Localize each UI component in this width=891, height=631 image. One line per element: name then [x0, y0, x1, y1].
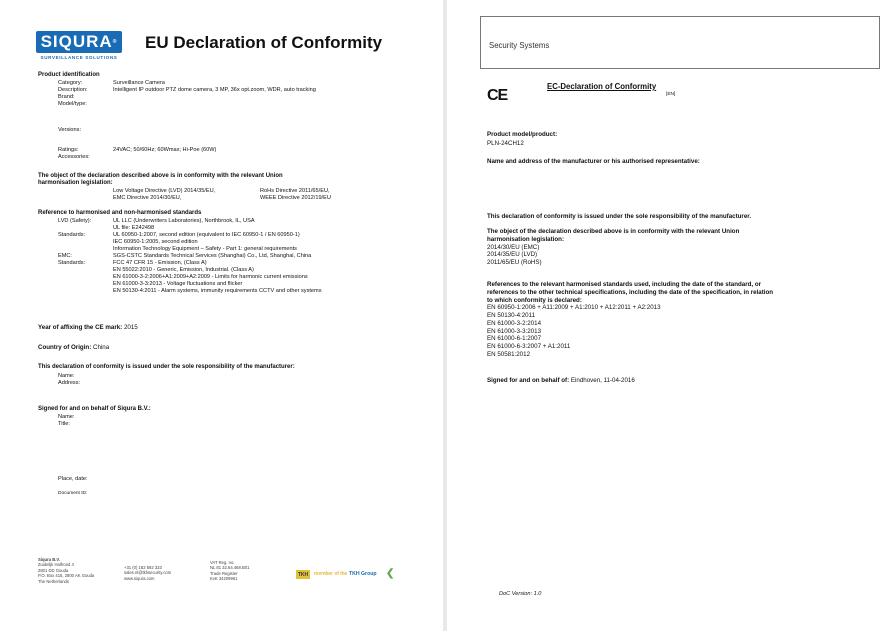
- signatory-fields: Name: Title:: [58, 414, 75, 427]
- versions-label: Versions:: [58, 127, 82, 133]
- manufacturer-fields: Name: Address:: [58, 373, 81, 386]
- references-block: References to the relevant harmonised standards used, including the date of the standard, or references to the other technical specifications, including the date of the specification, in relation to which conformity is declared: EN 60950-1:2006 + A11:2009 + A1:2010 + A12:2011 + A2:2013 EN 50130-4:2011 EN 61000-3-2:2014 EN 61000-3-3:2013 EN 61000-6-1:2007 EN 61000-6-3:2007 + A1:2011 EN 50581:2012: [487, 281, 774, 358]
- standards-heading: Reference to harmonised and non-harmonised standards: [38, 210, 202, 216]
- product-row: Brand:: [58, 93, 75, 100]
- signed-row: Signed for and on behalf of: Eindhoven, 11-04-2016: [487, 377, 635, 384]
- footer-registration: VAT Reg. no. NL 81 32.64.468.B01 Trade Register KvK 34209961: [210, 560, 250, 582]
- doc-version: DoC Version: 1.0: [499, 591, 542, 597]
- lvd-label: LVD (Safety):: [58, 218, 92, 224]
- standards-label-2: Standards:: [58, 259, 86, 266]
- product-row: Model/type:: [58, 100, 87, 107]
- ratings-row: [38, 147, 216, 161]
- object-block: The object of the declaration described above is in conformity with the relevant Union harmonisation legislation: 2014/30/EU (EMC) 2014/35/EU (LVD) 2011/65/EU (RoHS): [487, 228, 740, 266]
- tkh-logo: TKH: [297, 571, 309, 578]
- standards-label: Standards:: [58, 231, 86, 238]
- header-box: [480, 16, 880, 69]
- tkh-member-text: member of the TKH Group: [314, 571, 377, 577]
- responsibility-statement: This declaration of conformity is issued under the sole responsibility of the manufacturer.: [487, 213, 752, 220]
- standards-block: LVD (Safety): UL LLC (Underwriters Laboratories), Northbrook, IL, USA UL file: E242498 Standards: UL 60950-1:2007, second edition (equivalent to IEC 60950-1 / EN 60950-1) IEC 60950-1:2005, second edition Information Technology Equipment – Safety - Part 1: general requirements EMC: SGS-CSTC Standards Technical Services (Shanghai) Co., Ltd, Shanghai, China Standards: FCC 47 CFR 15 - Emission, (Class A) EN 55022:2010 - Generic, Emission, Industrial. (Class A) EN 61000-3-2:2006+A1:2009+A2:2009 - Limits for harmonic current emissions EN 61000-3-3:2013 - Voltage fluctuations and flicker EN 50130-4:2011 - Alarm systems, immunity requirements CCTV and other systems: [38, 218, 322, 295]
- responsibility-statement: This declaration of conformity is issued under the sole responsibility of the manufacturer:: [38, 364, 295, 370]
- directives-col-1: Low Voltage Directive (LVD) 2014/35/EU, EMC Directive 2014/30/EU,: [113, 188, 216, 201]
- header-title: Security Systems: [489, 41, 550, 50]
- ce-year-row: Year of affixing the CE mark: 2015: [38, 324, 138, 331]
- object-heading-2: harmonisation legislation:: [38, 180, 113, 186]
- emc-label: EMC:: [58, 252, 72, 259]
- ratings-label: Ratings:: [58, 147, 79, 153]
- object-heading-1: The object of the declaration described above is in conformity with the relevant Union: [38, 173, 283, 179]
- ec-title: EC-Declaration of Conformity: [547, 82, 657, 91]
- language-tag: [EN]: [666, 92, 676, 97]
- model-value: PLN-24CH12: [487, 140, 524, 147]
- manufacturer-label: Name and address of the manufacturer or his authorised representative:: [487, 158, 700, 165]
- tkh-chevron-icon: ❮: [386, 568, 395, 579]
- logo-text: SIQURA: [40, 32, 113, 51]
- directives-col-2: RoHs Directive 2011/65/EU, WEEE Directive 2012/19/EU: [260, 188, 331, 201]
- origin-row: Country of Origin: China: [38, 344, 110, 351]
- footer-address: Siqura B.V. Zuidelijk Halfrond 4 2801 DD Gouda P.O. Box 415, 2800 AK Gouda The Netherlands: [38, 557, 95, 584]
- signed-heading: Signed for and on behalf of Siqura B.V.:: [38, 406, 151, 412]
- product-row: Category: Surveillance Camera: [58, 80, 165, 86]
- page-title: EU Declaration of Conformity: [145, 33, 383, 52]
- logo-tagline: SURVEILLANCE SOLUTIONS: [40, 55, 118, 60]
- logo-registered-mark: ®: [112, 39, 118, 45]
- product-identification-table: [38, 80, 316, 108]
- footer-contact: +31 (0) 182 592 333 sales.nl@tkhsecurity.com www.siqura.com: [124, 565, 172, 581]
- product-identification-heading: Product identification: [38, 72, 100, 78]
- declaration-page-ec: [447, 0, 891, 631]
- siqura-logo: [36, 31, 122, 53]
- place-date-label: Place, date:: [58, 476, 88, 482]
- ratings-value: 24VAC; 50/60Hz; 60Wmax; Hi-Poe (60W): [113, 147, 217, 153]
- document-id-label: Document ID:: [58, 491, 88, 496]
- declaration-page-siqura: [0, 0, 443, 631]
- product-row: Description: Intelligent IP outdoor PTZ dome camera, 3 MP, 36x opt.zoom, WDR, auto tracking: [58, 86, 316, 93]
- ce-mark-icon: CE: [487, 87, 508, 104]
- accessories-label: Accessories:: [58, 153, 90, 160]
- model-label: Product model/product:: [487, 131, 558, 138]
